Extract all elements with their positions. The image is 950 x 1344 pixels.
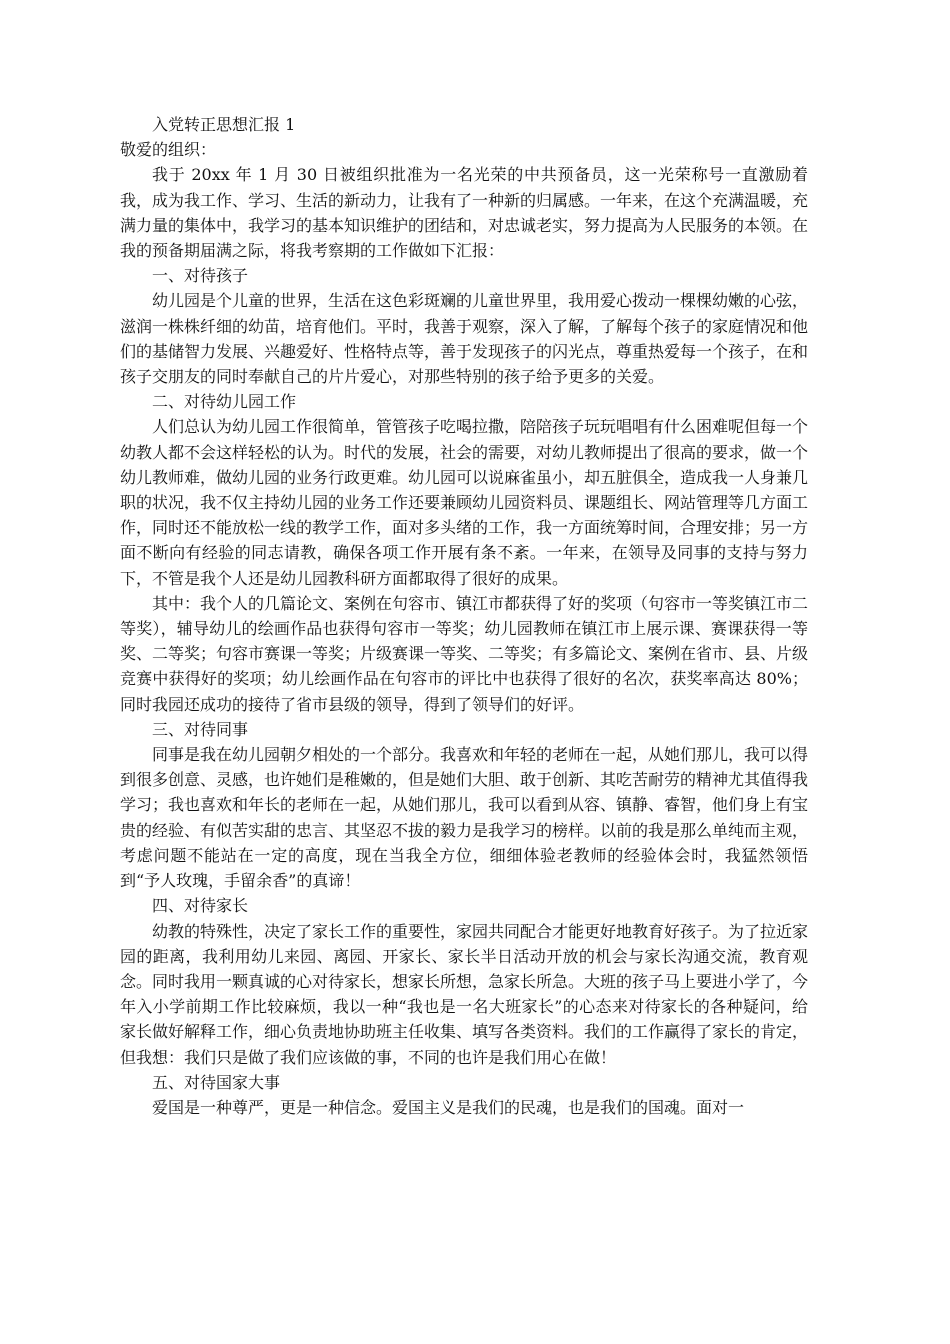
salutation: 敬爱的组织：	[120, 140, 217, 160]
section-paragraph: 幼儿园是个儿童的世界，生活在这色彩斑斓的儿童世界里，我用爱心拨动一棵棵幼嫩的心弦，滋润一株株纤细的幼苗，培育他们。平时，我善于观察，深入了解，了解每个孩子的家庭情况和他们的基储智力发展、兴趣爱好、性格特点等，善于发现孩子的闪光点，尊重热爱每一个孩子，在和孩子交朋友的同时奉献自己的片片爱心，对那些特别的孩子给予更多的关爱。	[120, 291, 809, 387]
intro-paragraph: 我于 20xx 年 1 月 30 日被组织批准为一名光荣的中共预备员，这一光荣称号一直激励着我，成为我工作、学习、生活的新动力，让我有了一种新的归属感。一年来，在这个充满温暖，充满力量的集体中，我学习的基本知识维护的团结和，对忠诚老实，努力提高为人民服务的本领。在我的预备期届满之际，将我考察期的工作做如下汇报：	[120, 165, 809, 261]
section-paragraph: 幼教的特殊性，决定了家长工作的重要性，家园共同配合才能更好地教育好孩子。为了拉近家园的距离，我利用幼儿来园、离园、开家长、家长半日活动开放的机会与家长沟通交流，教育观念。同时我用一颗真诚的心对待家长，想家长所想，急家长所急。大班的孩子马上要进小学了，今年入小学前期工作比较麻烦，我以一种“我也是一名大班家长”的心态来对待家长的各种疑问，给家长做好解释工作，细心负责地协助班主任收集、填写各类资料。我们的工作赢得了家长的肯定，但我想：我们只是做了我们应该做的事，不同的也许是我们用心在做！	[120, 921, 809, 1067]
section-paragraph: 同事是我在幼儿园朝夕相处的一个部分。我喜欢和年轻的老师在一起，从她们那儿，我可以得到很多创意、灵感，也许她们是稚嫩的，但是她们大胆、敢于创新、其吃苦耐劳的精神尤其值得我学习；我也喜欢和年长的老师在一起，从她们那儿，我可以看到从容、镇静、睿智，他们身上有宝贵的经验、有似苦实甜的忠言、其坚忍不拔的毅力是我学习的榜样。以前的我是那么单纯而主观，考虑问题不能站在一定的高度，现在当我全方位，细细体验老教师的经验体会时，我猛然领悟到“予人玫瑰，手留余香”的真谛！	[120, 745, 809, 891]
document-title: 入党转正思想汇报 1	[152, 115, 296, 134]
section-paragraph: 人们总认为幼儿园工作很简单，管管孩子吃喝拉撒，陪陪孩子玩玩唱唱有什么困难呢但每一个幼教人都不会这样轻松的认为。时代的发展，社会的需要，对幼儿教师提出了很高的要求，做一个幼儿教师难，做幼儿园的业务行政更难。幼儿园可以说麻雀虽小，却五脏俱全，造成我一人身兼几职的状况，我不仅主持幼儿园的业务工作还要兼顾幼儿园资料员、课题组长、网站管理等几方面工作，同时还不能放松一线的教学工作，面对多头绪的工作，我一方面统筹时间，合理安排；另一方面不断向有经验的同志请教，确保各项工作开展有条不紊。一年来，在领导及同事的支持与努力下，不管是我个人还是幼儿园教科研方面都取得了很好的成果。	[120, 417, 809, 588]
section-heading-national-affairs: 五、对待国家大事	[152, 1072, 281, 1092]
document-page	[120, 112, 808, 1120]
section-heading-colleagues: 三、对待同事	[152, 719, 249, 739]
section-heading-children: 一、对待孩子	[152, 266, 249, 286]
section-paragraph: 爱国是一种尊严，更是一种信念。爱国主义是我们的民魂，也是我们的国魂。面对一	[152, 1097, 745, 1117]
section-paragraph: 其中：我个人的几篇论文、案例在句容市、镇江市都获得了好的奖项（句容市一等奖镇江市二等奖），辅导幼儿的绘画作品也获得句容市一等奖；幼儿园教师在镇江市上展示课、赛课获得一等奖、二等奖；句容市赛课一等奖；片级赛课一等奖、二等奖；有多篇论文、案例在省市、县、片级竞赛中获得好的奖项；幼儿绘画作品在句容市的评比中也获得了很好的名次，获奖率高达 80%；同时我园还成功的接待了省市县级的领导，得到了领导们的好评。	[120, 593, 809, 714]
section-heading-parents: 四、对待家长	[152, 896, 249, 916]
section-heading-kindergarten-work: 二、对待幼儿园工作	[152, 392, 297, 412]
